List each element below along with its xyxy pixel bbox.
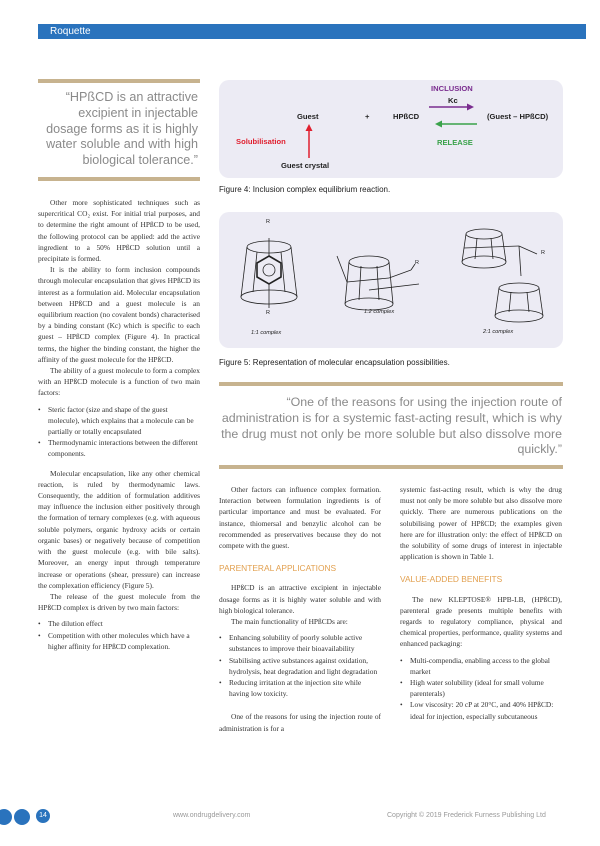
col1-paragraph-2: It is the ability to form inclusion compounds through molecular encapsulation that gives HPßCD its interest as a formulation aid. Molecular encapsulation between HPßCD and a guest molecule is an equilibrium reaction (no covalent bonds) characterised by a binding constant (Kc) which is specific to each guest – HPßCD complex (Figure 4). In practical terms, the higher the binding constant, the higher the affinity of the guest molecule for the HPßCD. (38, 265, 200, 364)
guest-label: Guest (297, 112, 319, 121)
list-item: • Enhancing solubility of poorly soluble active substances to improve their bioavailability (219, 632, 381, 654)
list-item: • Reducing irritation at the injection site while having low toxicity. (219, 677, 381, 699)
quote2-rule-bottom (219, 465, 563, 469)
list-item: • The dilution effect (38, 618, 200, 629)
brand-name: Roquette (50, 26, 91, 37)
r-label-right: R (415, 260, 419, 266)
label-2-1-complex: 2:1 complex (483, 329, 514, 335)
column-1 (38, 197, 200, 660)
footer-dot-2 (14, 809, 30, 825)
quote-rule-bottom (38, 177, 200, 181)
release-label: RELEASE (437, 138, 473, 147)
list-item: • Competition with other molecules which have a higher affinity for HPßCD complexation. (38, 630, 200, 652)
complex-label: (Guest – HPßCD) (487, 112, 549, 121)
page-number: 14 (36, 809, 50, 823)
r-label-top: R (266, 219, 270, 225)
label-1-2-complex: 1:2 complex (364, 309, 395, 315)
kc-label: Kc (448, 96, 458, 105)
footer-copyright: Copyright © 2019 Frederick Furness Publishing Ltd (387, 812, 546, 819)
encapsulation-drawings (219, 212, 563, 348)
col2-paragraph-2: HPßCD is an attractive excipient in injectable dosage forms as it is highly water soluble and with high biological tolerance. (219, 583, 381, 615)
col3-paragraph-2: The new KLEPTOSE® HPB-LB, (HPßCD), parenteral grade presents multiple benefits with regards to regulatory compliance, physical and chemical properties, performance, quality systems and enhanced packaging: (400, 594, 562, 649)
plus-sign: + (365, 112, 370, 121)
figure-4-caption: Figure 4: Inclusion complex equilibrium reaction. (219, 185, 391, 194)
heading-parenteral-applications: PARENTERAL APPLICATIONS (219, 563, 337, 574)
list-item: • Steric factor (size and shape of the guest molecule), which explains that a molecule can be partially or totally encapsulated (38, 404, 200, 438)
footer-url[interactable]: www.ondrugdelivery.com (173, 812, 251, 819)
label-1-1-complex: 1:1 complex (251, 330, 282, 336)
brand-header-bar (38, 24, 586, 39)
list-item: • Thermodynamic interactions between the different components. (38, 437, 200, 459)
col1-paragraph-5: The release of the guest molecule from the HPßCD complex is driven by two main factors: (38, 591, 200, 613)
solubilisation-label: Solubilisation (236, 137, 286, 146)
col2-paragraph-1: Other factors can influence complex formation. Interaction between formulation ingredients is of particular importance and must be evaluated. For instance, thiomersal and benzylic alcohol can be recommended as preservatives because they do not compete with the guest. (219, 485, 381, 551)
list-item: • Multi-compendia, enabling access to the global market (400, 655, 562, 677)
figure-4-diagram (219, 80, 563, 178)
r-label-bottom: R (266, 310, 270, 316)
col1-paragraph-4: Molecular encapsulation, like any other chemical reaction, is ruled by thermodynamic laws. Consequently, the addition of formulation additives may influence the inclusion either positively through the formation of ternary complexes (e.g. with aqueous soluble polymers, organic hydroxy acids or certain organic bases) or negatively because of competition with the guest molecule (e.g. with bile salts). Moreover, an energy input through temperature increase or operations (shear, pressure) can increase the complexation efficiency (Figure 5). (38, 468, 200, 590)
pull-quote-2: “One of the reasons for using the injection route of administration is for a systemic fast-acting result, which is why the drug must not only be more soluble but also dissolve more quickly.” (221, 395, 562, 457)
r-label-far: R (541, 250, 545, 256)
col3-paragraph-1: systemic fast-acting result, which is why the drug must not only be more soluble but also dissolve more quickly. There are numerous publications on the solubilising power of HPßCD; the examples given here are for illustration only: the effect of HPßCD on the solubility of some drugs of interest in injectable application is shown in Table 1. (400, 485, 562, 562)
col2-functionality-list (219, 632, 381, 699)
col1-release-list (38, 618, 200, 652)
inclusion-label: INCLUSION (431, 84, 473, 93)
col2-paragraph-3: The main functionality of HPßCDs are: (231, 617, 348, 627)
quote2-rule-top (219, 382, 563, 386)
col3-benefits-list (400, 655, 562, 722)
col1-factor-list (38, 404, 200, 460)
list-item: • High water solubility (ideal for small volume parenterals) (400, 677, 562, 699)
col1-paragraph-3: The ability of a guest molecule to form a complex with an HPßCD molecule is a function of two main factors: (38, 366, 200, 398)
column-2 (219, 484, 381, 734)
column-3 (400, 484, 562, 730)
figure-5-caption: Figure 5: Representation of molecular encapsulation possibilities. (219, 358, 450, 367)
col2-paragraph-4: One of the reasons for using the injection route of administration is for a (219, 712, 381, 733)
heading-value-added-benefits: VALUE-ADDED BENEFITS (400, 574, 503, 585)
col1-paragraph-1: Other more sophisticated techniques such as supercritical CO₂ exist. For initial trial purposes, and to determine the right amount of HPßCD to be used, the following protocol can be applied: add the active ingredient to a 50% HPßCD solution until a precipitate is formed. (38, 198, 200, 264)
hpbcd-label: HPßCD (393, 112, 420, 121)
list-item: • Stabilising active substances against oxidation, hydrolysis, heat degradation and light degradation (219, 655, 381, 677)
quote-rule-top (38, 79, 200, 83)
guest-crystal-label: Guest crystal (281, 161, 330, 170)
pull-quote-1: “HPßCD is an attractive excipient in injectable dosage forms as it is highly water soluble and with high biological tolerance.” (46, 90, 198, 168)
figure-4-arrows (219, 80, 563, 178)
figure-5-diagram (219, 212, 563, 348)
list-item: • Low viscosity: 20 cP at 20°C, and 40% HPßCD: ideal for injection, especially subcutaneous (400, 699, 562, 721)
footer-dot-1 (0, 809, 12, 825)
